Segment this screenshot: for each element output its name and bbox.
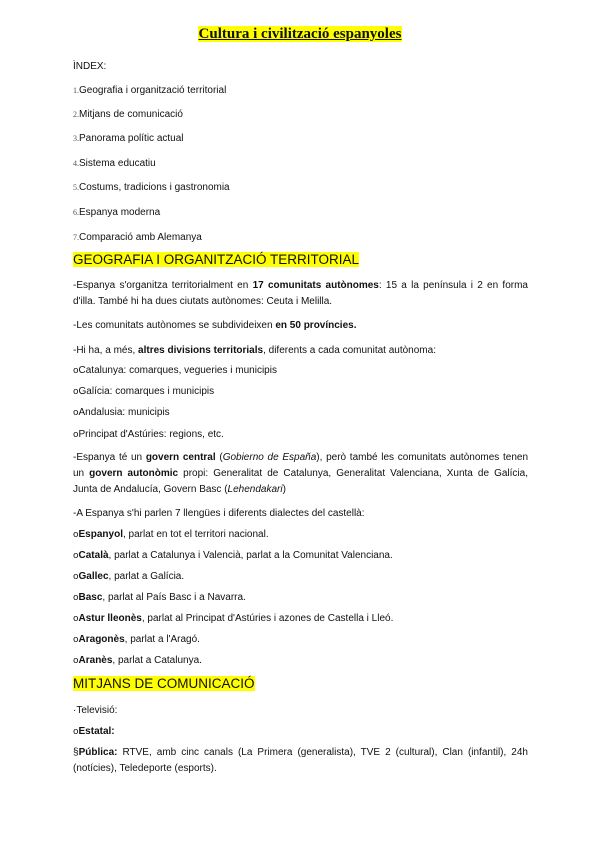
list-item: oPrincipat d'Astúries: regions, etc. (73, 429, 224, 440)
index-item: 6.Espanya moderna (73, 207, 161, 218)
list-item: oEstatal: (73, 726, 115, 737)
index-item: 3.Panorama polític actual (73, 133, 184, 144)
paragraph: §Pública: RTVE, amb cinc canals (La Primera (generalista), TVE 2 (cultural), Clan (infantil), 24h (notícies), Teledeporte (esports). (73, 747, 528, 774)
list-item: oBasc, parlat al País Basc i a Navarra. (73, 592, 246, 603)
paragraph: -A Espanya s'hi parlen 7 llengües i diferents dialectes del castellà: (73, 508, 365, 519)
section-heading-mitjans: MITJANS DE COMUNICACIÓ (73, 676, 255, 691)
list-item: oAstur lleonès, parlat al Principat d'Astúries i azones de Castella i Lleó. (73, 613, 394, 624)
index-item: 7.Comparació amb Alemanya (73, 232, 202, 243)
list-item: oCatalunya: comarques, vegueries i municipis (73, 365, 277, 376)
index-label: ÌNDEX: (73, 61, 107, 72)
document-title: Cultura i civilització espanyoles (198, 26, 402, 42)
list-item: oAranès, parlat a Catalunya. (73, 655, 202, 666)
paragraph: -Espanya s'organitza territorialment en 17 comunitats autònomes: 15 a la península i 2 en forma d'illa. També hi ha dues ciutats autònomes: Ceuta i Melilla. (73, 280, 528, 307)
index-item: 4.Sistema educatiu (73, 158, 156, 169)
index-item: 1.Geografia i organització territorial (73, 85, 227, 96)
paragraph: -Les comunitats autònomes se subdivideixen en 50 províncies. (73, 320, 357, 331)
list-item: oAndalusia: municipis (73, 407, 170, 418)
list-item: oEspanyol, parlat en tot el territori nacional. (73, 529, 269, 540)
section-heading-geografia: GEOGRAFIA I ORGANITZACIÓ TERRITORIAL (73, 252, 360, 267)
list-item: oAragonès, parlat a l'Aragó. (73, 634, 200, 645)
list-item: ·Televisió: (73, 705, 118, 716)
index-item: 5.Costums, tradicions i gastronomia (73, 182, 230, 193)
index-item: 2.Mitjans de comunicació (73, 109, 183, 120)
list-item: oCatalà, parlat a Catalunya i Valencià, parlat a la Comunitat Valenciana. (73, 550, 393, 561)
list-item: oGalícia: comarques i municipis (73, 386, 215, 397)
paragraph: -Hi ha, a més, altres divisions territorials, diferents a cada comunitat autònoma: (73, 345, 436, 356)
paragraph: -Espanya té un govern central (Gobierno de España), però també les comunitats autònomes tenen un govern autonòmic propi: Generalitat de Catalunya, Generalitat Valenciana, Xunta de Galícia, Junta de Andalucía, Govern Basc (Lehendakari) (73, 452, 529, 495)
list-item: oGallec, parlat a Galícia. (73, 571, 185, 582)
